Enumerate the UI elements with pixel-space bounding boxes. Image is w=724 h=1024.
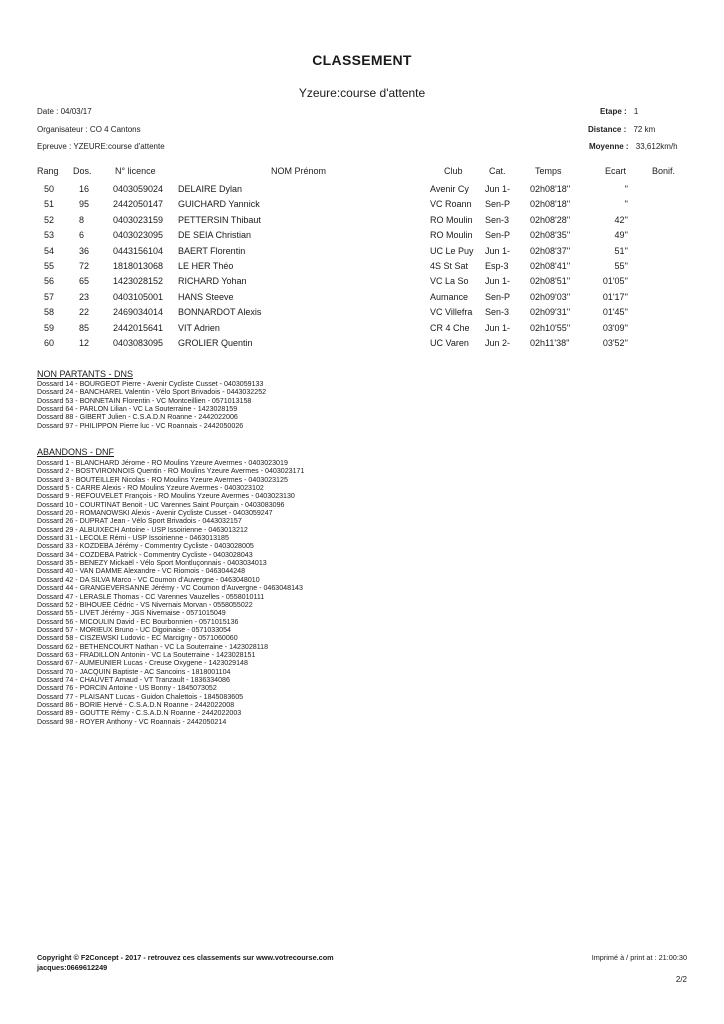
cell-ecart: 01'45'' [602,307,628,318]
list-item: Dossard 67 - AUMEUNIER Lucas - Creuse Oxygene - 1423029148 [37,659,248,668]
cell-dos: 22 [79,307,90,318]
list-item: Dossard 31 - LECOLE Rémi - USP Issoirienne - 0463013185 [37,534,229,543]
list-item: Dossard 47 - LERASLE Thomas - CC Varennes Vauzelles - 0558010111 [37,592,265,601]
etape-label: Etape : [600,107,627,116]
cell-ecart: '' [624,184,628,194]
cell-cat: Sen-3 [485,214,510,225]
cell-ecart: '' [624,199,628,210]
table-row [0,338,724,353]
list-item: Dossard 5 - CARRE Alexis - RO Moulins Yzeure Avermes - 0403023102 [37,484,264,493]
cell-licence: 0403059024 [113,184,164,194]
cell-nom: HANS Steeve [178,291,234,302]
epreuve-label: Epreuve : YZEURE:course d'attente [37,142,165,151]
cell-ecart: 55'' [614,261,628,271]
distance-label: Distance : [588,125,627,134]
distance-value: 72 km [633,125,656,134]
moyenne-label: Moyenne : [589,142,629,151]
cell-temps: 02h09'31'' [530,307,571,318]
list-item: Dossard 63 - FRADILLON Antonin - VC La Souterraine - 1423028151 [37,650,256,659]
header-cat: Cat. [489,166,506,176]
race-subtitle: Yzeure:course d'attente [298,86,426,100]
list-item: Dossard 26 - DUPRAT Jean - Vélo Sport Brivadois - 0443032157 [37,517,242,526]
table-row [0,292,724,307]
list-item: Dossard 62 - BETHENCOURT Nathan - VC La Souterraine - 1423028118 [37,642,269,651]
table-row [0,323,724,338]
cell-temps: 02h08'41'' [530,261,571,271]
cell-club: RO Moulin [430,230,473,241]
cell-club: RO Moulin [430,214,473,225]
cell-cat: Sen-3 [485,307,510,318]
page-number: 2/2 [675,975,687,984]
list-item: Dossard 56 - MICOULIN David - EC Bourbonnien - 0571015136 [37,617,239,626]
cell-nom: RICHARD Yohan [178,276,247,287]
list-item: Dossard 44 - GRANGEVERSANNE Jérémy - VC Coumon d'Auvergne - 0463048143 [37,584,303,593]
header-rang: Rang [37,166,59,176]
list-item: Dossard 55 - LIVET Jérémy - JGS Nivernaise - 0571015049 [37,609,226,618]
moyenne-field [589,142,678,151]
cell-rang: 60 [44,338,55,348]
cell-cat: Sen-P [485,291,511,302]
list-item: Dossard 53 - BONNETAIN Florentin - VC Montceillien - 0571013158 [37,396,252,405]
cell-nom: PETTERSIN Thibaut [178,214,261,225]
list-item: Dossard 35 - BENEZY Mickaël - Vélo Sport Montluçonnais - 0403034013 [37,559,267,568]
cell-dos: 36 [79,245,90,256]
cell-club: UC Varen [430,338,469,348]
abandons-list [37,459,304,726]
header-bonif: Bonif. [652,166,676,176]
non-partants-list [37,380,266,430]
cell-licence: 0403105001 [113,291,164,302]
cell-club: VC Villefra [430,307,473,318]
cell-ecart: 03'52'' [602,338,628,348]
list-item: Dossard 98 - ROYER Anthony - VC Roannais - 2442050214 [37,717,227,726]
table-row [0,215,724,230]
table-row [0,307,724,322]
cell-club: VC Roann [430,199,472,210]
cell-dos: 72 [79,261,90,271]
list-item: Dossard 34 - COZDEBA Patrick - Commentry Cycliste - 0403028043 [37,550,253,559]
cell-cat: Jun 2- [485,338,511,348]
cell-nom: GUICHARD Yannick [178,199,260,210]
cell-dos: 12 [79,338,90,348]
table-row [0,246,724,261]
list-item: Dossard 58 - CISZEWSKI Ludovic - EC Marcigny - 0571060060 [37,634,238,643]
list-item: Dossard 76 - PORCIN Antoine - US Bonny - 1845073052 [37,684,217,693]
cell-temps: 02h08'37'' [530,245,571,256]
cell-licence: 2442050147 [113,199,164,210]
list-item: Dossard 77 - PLAISANT Lucas - Guidon Chalettois - 1845083605 [37,692,244,701]
etape-field [600,107,638,116]
list-item: Dossard 88 - GIBERT Julien - C.S.A.D.N Roanne - 2442022006 [37,413,238,422]
list-item: Dossard 33 - KOZDEBA Jérémy - Commentry Cycliste - 0403028005 [37,542,254,551]
cell-club: VC La So [430,276,469,287]
page-title: CLASSEMENT [312,52,412,68]
cell-licence: 0443156104 [113,245,164,256]
cell-ecart: 03'09'' [602,322,628,333]
list-item: Dossard 70 - JACQUIN Baptiste - AC Sancoins - 1818001104 [37,667,231,676]
header-licence: N° licence [115,166,156,176]
cell-licence: 1818013068 [113,261,164,271]
cell-licence: 0403083095 [113,338,164,348]
cell-dos: 95 [79,199,90,210]
list-item: Dossard 52 - BIHOUEE Cédric - VS Nivernais Morvan - 0558055022 [37,600,253,609]
list-item: Dossard 2 - BOSTVIRONNOIS Quentin - RO Moulins Yzeure Avermes - 0403023171 [37,467,305,476]
cell-club: CR 4 Che [430,322,470,333]
cell-ecart: 49'' [614,230,628,241]
cell-ecart: 42'' [614,214,628,225]
table-row [0,276,724,291]
non-partants-title: NON PARTANTS - DNS [37,369,134,379]
list-item: Dossard 97 - PHILIPPON Pierre luc - VC Roannais - 2442050026 [37,421,244,430]
user-text: jacques:0669612249 [37,963,108,972]
cell-nom: GROLIER Quentin [178,338,253,348]
table-row [0,230,724,245]
cell-club: UC Le Puy [430,245,474,256]
cell-cat: Jun 1- [485,184,511,194]
list-item: Dossard 57 - MORIEUX Bruno - UC Digoinaise - 0571033054 [37,625,231,634]
header-temps: Temps [535,166,562,176]
cell-ecart: 51'' [614,245,628,256]
cell-cat: Jun 1- [485,245,511,256]
list-item: Dossard 29 - ALBUIXECH Antoine - USP Issoirienne - 0463013212 [37,525,248,534]
cell-dos: 6 [79,230,85,241]
cell-cat: Jun 1- [485,322,511,333]
list-item: Dossard 10 - COURTINAT Benoit - UC Varennes Saint Pourçain - 0403083096 [37,500,285,509]
table-row [0,261,724,276]
cell-cat: Sen-P [485,230,511,241]
footer-left [37,953,334,973]
table-row [0,199,724,214]
list-item: Dossard 9 - REFOUVELET François - RO Moulins Yzeure Avermes - 0403023130 [37,492,295,501]
cell-rang: 52 [44,214,55,225]
cell-rang: 57 [44,291,55,302]
cell-club: Aumance [430,291,469,302]
list-item: Dossard 89 - GOUTTE Rémy - C.S.A.D.N Roanne - 2442022003 [37,709,242,718]
header-club: Club [444,166,463,176]
abandons-title: ABANDONS - DNF [37,447,115,457]
list-item: Dossard 40 - VAN DAMME Alexandre - VC Riomois - 0463044248 [37,567,246,576]
copyright-text: Copyright © F2Concept - 2017 - retrouvez ces classements sur www.votrecourse.com [37,953,334,962]
cell-dos: 8 [79,214,85,225]
moyenne-value: 33,612km/h [635,142,678,151]
cell-ecart: 01'05'' [602,276,628,287]
cell-rang: 56 [44,276,55,287]
list-item: Dossard 86 - BORIE Hervé - C.S.A.D.N Roanne - 2442022008 [37,700,235,709]
etape-value: 1 [633,107,639,116]
distance-field [588,125,655,134]
cell-temps: 02h08'51'' [530,276,571,287]
list-item: Dossard 74 - CHAUVET Arnaud - VT Tranzault - 1836334086 [37,675,230,684]
cell-licence: 2469034014 [113,307,164,318]
cell-temps: 02h08'18'' [530,184,571,194]
cell-club: Avenir Cy [430,184,469,194]
cell-temps: 02h11'38'' [530,338,570,348]
list-item: Dossard 20 - ROMANOWSKI Alexis - Avenir Cycliste Cusset - 0403059247 [37,509,273,518]
cell-dos: 16 [79,184,90,194]
cell-licence: 2442015641 [113,322,164,333]
header-nom: NOM Prénom [271,166,327,176]
cell-rang: 51 [44,199,55,210]
cell-cat: Sen-P [485,199,511,210]
cell-licence: 0403023159 [113,214,164,225]
cell-rang: 54 [44,245,55,256]
cell-temps: 02h09'03'' [530,291,571,302]
cell-nom: BONNARDOT Alexis [178,307,262,318]
date-label: Date : 04/03/17 [37,107,92,116]
cell-rang: 53 [44,230,55,241]
cell-rang: 59 [44,322,55,333]
cell-ecart: 01'17'' [602,291,628,302]
list-item: Dossard 42 - DA SILVA Marco - VC Coumon d'Auvergne - 0463048010 [37,575,260,584]
table-row [0,184,724,199]
cell-temps: 02h08'35'' [530,230,571,241]
cell-rang: 55 [44,261,55,271]
cell-club: 4S St Sat [430,261,469,271]
list-item: Dossard 64 - PARLON Lilian - VC La Souterraine - 1423028159 [37,405,238,414]
header-ecart: Ecart [605,166,627,176]
cell-cat: Esp-3 [485,261,509,271]
cell-nom: DE SEIA Christian [178,230,252,241]
cell-temps: 02h10'55'' [530,322,571,333]
list-item: Dossard 3 - BOUTEILLER Nicolas - RO Moulins Yzeure Avermes - 0403023125 [37,475,288,484]
cell-nom: DELAIRE Dylan [178,184,243,194]
cell-nom: LE HER Théo [178,261,234,271]
cell-dos: 23 [79,291,90,302]
cell-temps: 02h08'18'' [530,199,571,210]
cell-temps: 02h08'28'' [530,214,571,225]
cell-dos: 65 [79,276,90,287]
cell-nom: VIT Adrien [178,322,220,333]
list-item: Dossard 14 - BOURGEOT Pierre - Avenir Cycliste Cusset - 0403059133 [37,380,264,388]
cell-licence: 0403023095 [113,230,164,241]
cell-dos: 85 [79,322,90,333]
list-item: Dossard 1 - BLANCHARD Jérome - RO Moulins Yzeure Avermes - 0403023019 [37,459,288,467]
cell-cat: Jun 1- [485,276,511,287]
print-time: Imprimé à / print at : 21:00:30 [591,953,687,962]
cell-rang: 58 [44,307,55,318]
cell-licence: 1423028152 [113,276,164,287]
organisateur-label: Organisateur : CO 4 Cantons [37,125,141,134]
header-dos: Dos. [73,166,92,176]
list-item: Dossard 24 - BANCHAREL Valentin - Vélo Sport Brivadois - 0443032252 [37,388,267,397]
cell-nom: BAERT Florentin [178,245,246,256]
cell-rang: 50 [44,184,55,194]
